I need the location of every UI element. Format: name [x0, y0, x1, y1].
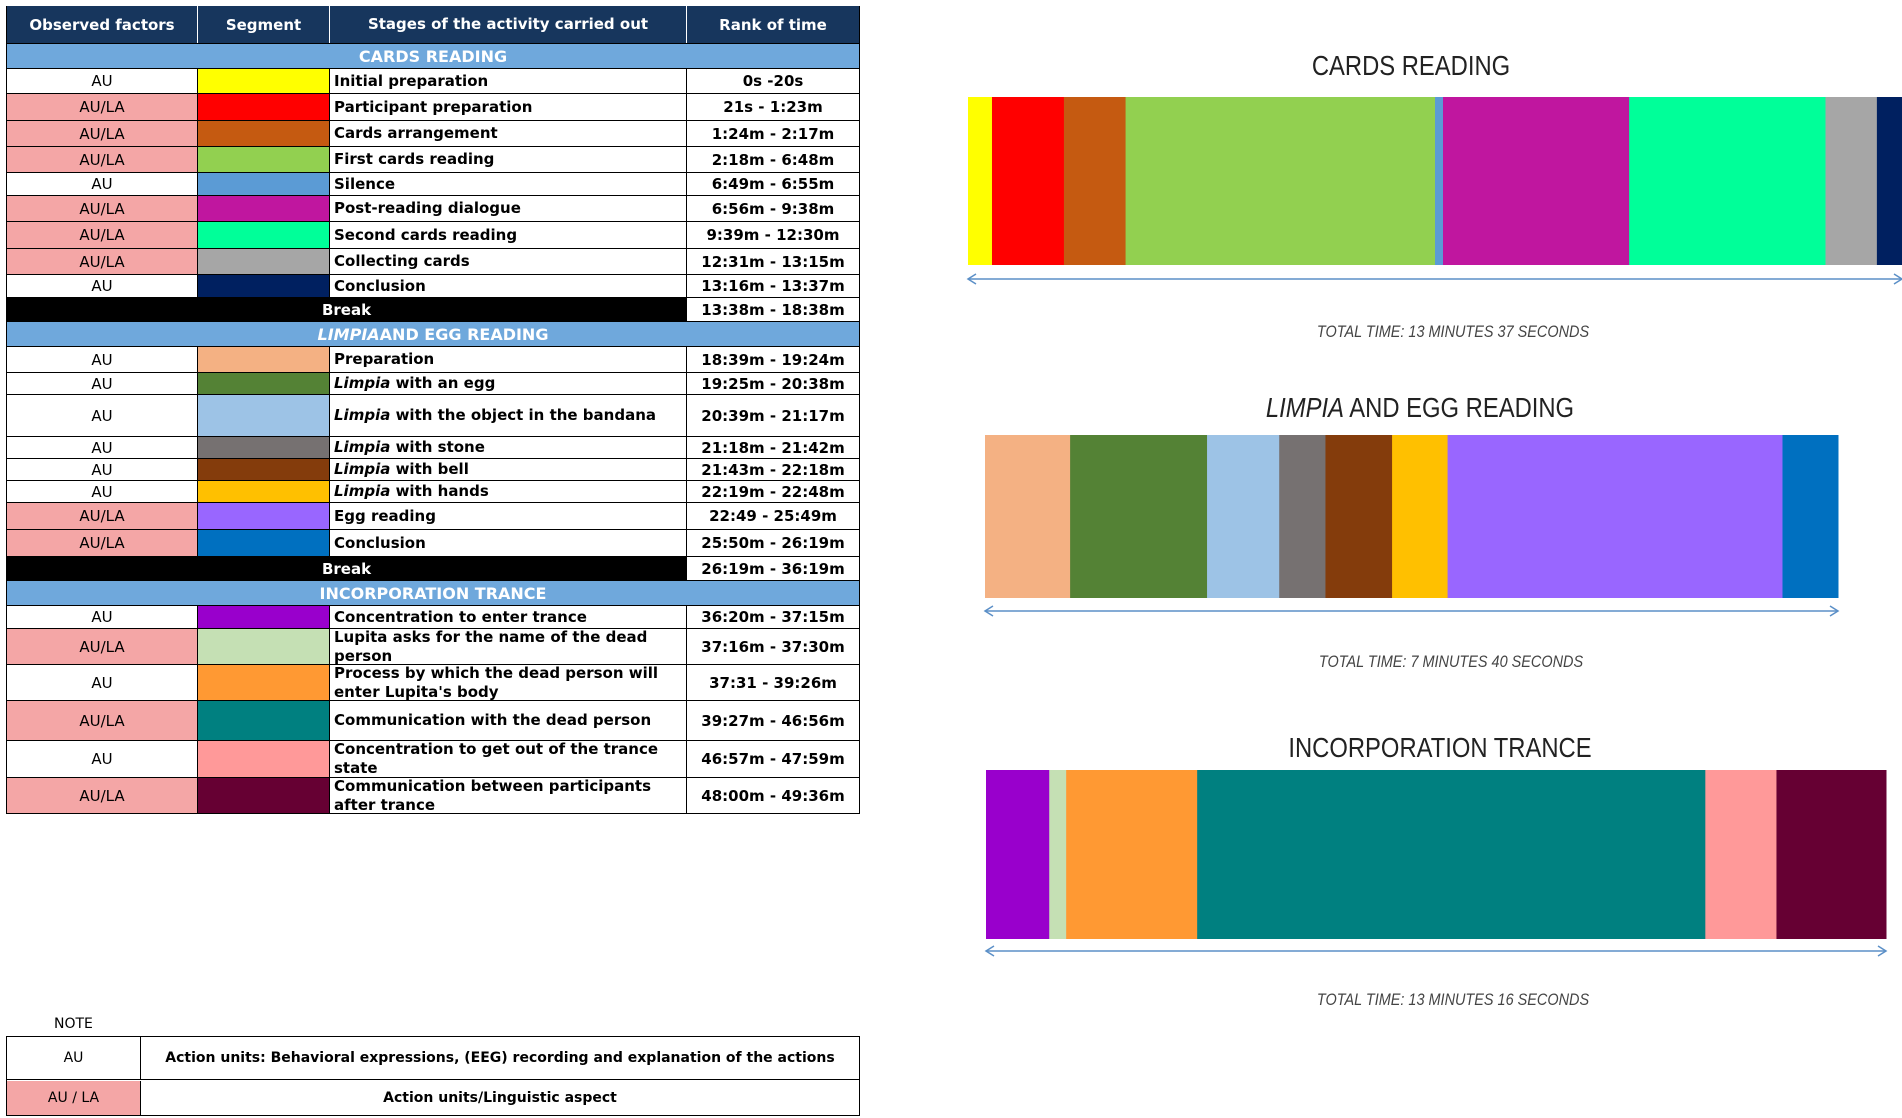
table-row — [6, 94, 860, 121]
stage-label: with hands — [390, 482, 489, 501]
timeline-total-time: TOTAL TIME: 13 MINUTES 37 SECONDS — [1316, 322, 1590, 341]
stage-text — [334, 629, 686, 664]
time-range: 2:18m - 6:48m — [687, 147, 860, 172]
observed-factor: AU — [6, 69, 198, 93]
observed-factor: AU/LA — [6, 94, 198, 120]
observed-factor: AU — [6, 741, 198, 777]
stage-text — [334, 252, 470, 271]
stage-italic: Limpia — [334, 374, 391, 393]
stage-text — [334, 98, 532, 117]
table-row — [6, 275, 860, 298]
observed-factor: AU — [6, 275, 198, 297]
timeline-segment — [1435, 97, 1443, 265]
section-header — [6, 581, 860, 606]
timeline-bar — [962, 97, 1902, 291]
stage-label: with bell — [390, 460, 469, 479]
break-row — [6, 557, 860, 581]
section-title-text: INCORPORATION TRANCE — [319, 583, 547, 603]
stage-text — [334, 406, 656, 425]
break-time: 13:38m - 18:38m — [687, 298, 860, 321]
stage-label: Preparation — [334, 350, 435, 369]
header-cell: Observed factors — [6, 6, 198, 43]
time-range: 48:00m - 49:36m — [687, 778, 860, 813]
table-row — [6, 173, 860, 196]
timeline-title-text: INCORPORATION TRANCE — [1288, 732, 1592, 763]
timeline-total-time: TOTAL TIME: 7 MINUTES 40 SECONDS — [1318, 652, 1584, 671]
note-table — [6, 1036, 860, 1116]
observed-factor: AU/LA — [6, 778, 198, 813]
stage-cell — [330, 94, 687, 120]
section-title — [6, 44, 860, 68]
header-cell: Rank of time — [687, 6, 860, 43]
time-range: 39:27m - 46:56m — [687, 701, 860, 740]
table-row — [6, 459, 860, 481]
stage-cell — [330, 196, 687, 221]
timeline-segment — [1279, 435, 1326, 598]
time-range: 18:39m - 19:24m — [687, 347, 860, 372]
stage-text — [334, 482, 489, 501]
observed-factor: AU — [6, 347, 198, 372]
stage-label: Cards arrangement — [334, 124, 498, 143]
time-range: 6:49m - 6:55m — [687, 173, 860, 195]
time-range: 21s - 1:23m — [687, 94, 860, 120]
table-row — [6, 147, 860, 173]
stage-cell — [330, 459, 687, 480]
stage-label: Participant preparation — [334, 97, 533, 116]
stage-text — [334, 438, 485, 457]
stage-cell — [330, 665, 687, 700]
stage-label: Concentration to enter trance — [334, 607, 587, 626]
time-range: 37:31 - 39:26m — [687, 665, 860, 700]
observed-factor: AU/LA — [6, 121, 198, 146]
stage-cell — [330, 275, 687, 297]
segment-swatch — [198, 121, 330, 146]
timeline-title-italic: LIMPIA — [1265, 392, 1344, 423]
stage-label: Conclusion — [334, 533, 426, 552]
table-row — [6, 121, 860, 147]
note-text: Action units: Behavioral expressions, (EEG) recording and explanation of the actions — [165, 1050, 835, 1066]
table-row — [6, 665, 860, 701]
stage-text — [334, 460, 469, 479]
segment-swatch — [198, 196, 330, 221]
note-row-au — [7, 1037, 859, 1080]
stage-text — [334, 150, 494, 169]
segment-swatch — [198, 347, 330, 372]
timeline-total-time: TOTAL TIME: 13 MINUTES 16 SECONDS — [1316, 990, 1590, 1009]
observed-factor: AU — [6, 459, 198, 480]
table-row — [6, 629, 860, 665]
stage-text — [334, 277, 426, 296]
timeline-segment — [1126, 97, 1436, 265]
timeline-bar — [980, 770, 1892, 963]
observed-factor: AU/LA — [6, 222, 198, 248]
stage-cell — [330, 373, 687, 394]
segment-swatch — [198, 503, 330, 529]
stage-text — [334, 175, 395, 194]
stage-text — [334, 199, 521, 218]
stage-cell — [330, 778, 687, 813]
note-text: Action units/Linguistic aspect — [383, 1090, 617, 1106]
stage-label: Communication between participants after trance — [334, 778, 652, 813]
activity-table — [6, 6, 860, 983]
stage-cell — [330, 147, 687, 172]
time-range: 12:31m - 13:15m — [687, 249, 860, 274]
timeline-segment — [1877, 97, 1902, 265]
stage-label: Lupita asks for the name of the dead person — [334, 629, 648, 664]
segment-swatch — [198, 373, 330, 394]
observed-factor: AU/LA — [6, 701, 198, 740]
timeline-segment — [1705, 770, 1777, 939]
stage-label: with stone — [390, 438, 485, 457]
timeline-segment — [1064, 97, 1126, 265]
stage-label: First cards reading — [334, 150, 495, 169]
timeline-segment — [1070, 435, 1207, 598]
table-row — [6, 701, 860, 741]
table-row — [6, 196, 860, 222]
time-range: 1:24m - 2:17m — [687, 121, 860, 146]
observed-factor: AU/LA — [6, 147, 198, 172]
segment-swatch — [198, 665, 330, 700]
segment-swatch — [198, 222, 330, 248]
stage-label: Communication with the dead person — [334, 711, 652, 730]
stage-label: Process by which the dead person will enter Lupita's body — [334, 665, 659, 700]
timeline-segment — [985, 435, 1071, 598]
stage-italic: Limpia — [334, 482, 391, 501]
stage-cell — [330, 530, 687, 556]
segment-swatch — [198, 173, 330, 195]
stage-text — [334, 124, 498, 143]
observed-factor: AU — [6, 606, 198, 628]
observed-factor: AU — [6, 437, 198, 458]
stage-cell — [330, 701, 687, 740]
stage-label: with an egg — [390, 374, 496, 393]
stage-italic: Limpia — [334, 460, 391, 479]
time-range: 13:16m - 13:37m — [687, 275, 860, 297]
stage-text — [334, 72, 488, 91]
observed-factor: AU/LA — [6, 249, 198, 274]
stage-italic: Limpia — [334, 406, 391, 425]
table-row — [6, 347, 860, 373]
note-key: AU / LA — [7, 1081, 141, 1115]
table-row — [6, 69, 860, 94]
timeline-segment — [1782, 435, 1838, 598]
stage-cell — [330, 741, 687, 777]
table-row — [6, 373, 860, 395]
stage-label: with the object in the bandana — [390, 406, 657, 425]
time-range: 20:39m - 21:17m — [687, 395, 860, 436]
stage-label: Egg reading — [334, 506, 436, 525]
section-title — [6, 322, 860, 346]
stage-label: Silence — [334, 174, 396, 193]
section-header — [6, 44, 860, 69]
header-cell: Segment — [198, 6, 330, 43]
stage-cell — [330, 395, 687, 436]
segment-swatch — [198, 249, 330, 274]
segment-swatch — [198, 395, 330, 436]
stage-text — [334, 665, 686, 700]
timeline-segment — [968, 97, 992, 265]
stage-label: Second cards reading — [334, 225, 518, 244]
observed-factor: AU — [6, 665, 198, 700]
timeline-segment — [1049, 770, 1066, 939]
timeline-title-text: CARDS READING — [1311, 50, 1511, 81]
observed-factor: AU — [6, 373, 198, 394]
timeline-segment — [1207, 435, 1280, 598]
stage-label: Initial preparation — [334, 71, 489, 90]
time-range: 37:16m - 37:30m — [687, 629, 860, 664]
note-key: AU — [7, 1037, 141, 1079]
header-cell: Stages of the activity carried out — [330, 6, 687, 43]
observed-factor: AU/LA — [6, 629, 198, 664]
note-row-aula — [7, 1081, 859, 1115]
break-time: 26:19m - 36:19m — [687, 557, 860, 580]
timeline-title-text: AND EGG READING — [1343, 392, 1575, 423]
segment-swatch — [198, 701, 330, 740]
note-label: NOTE — [54, 1016, 93, 1032]
observed-factor: AU — [6, 481, 198, 502]
table-row — [6, 741, 860, 778]
timeline-segment — [986, 770, 1050, 939]
observed-factor: AU/LA — [6, 503, 198, 529]
segment-swatch — [198, 147, 330, 172]
stage-cell — [330, 629, 687, 664]
stage-text — [334, 374, 495, 393]
section-title-text: AND EGG READING — [379, 324, 549, 344]
table-row — [6, 503, 860, 530]
segment-swatch — [198, 778, 330, 813]
time-range: 22:49 - 25:49m — [687, 503, 860, 529]
time-range: 46:57m - 47:59m — [687, 741, 860, 777]
timeline-segment — [1448, 435, 1783, 598]
segment-swatch — [198, 459, 330, 480]
table-row — [6, 395, 860, 437]
timeline-title — [1165, 392, 1675, 424]
break-label: Break — [6, 298, 687, 321]
stage-text — [334, 534, 426, 553]
segment-swatch — [198, 437, 330, 458]
stage-cell — [330, 503, 687, 529]
stage-cell — [330, 121, 687, 146]
stage-text — [334, 608, 587, 627]
stage-text — [334, 507, 436, 526]
timeline-title — [1156, 50, 1666, 82]
segment-swatch — [198, 94, 330, 120]
stage-italic: Limpia — [334, 438, 391, 457]
time-range: 21:18m - 21:42m — [687, 437, 860, 458]
observed-factor: AU — [6, 395, 198, 436]
segment-swatch — [198, 481, 330, 502]
section-title — [6, 581, 860, 605]
timeline-segment — [1325, 435, 1392, 598]
stage-text — [334, 226, 517, 245]
stage-text — [334, 350, 434, 369]
stage-cell — [330, 69, 687, 93]
section-header — [6, 322, 860, 347]
stage-cell — [330, 347, 687, 372]
time-range: 6:56m - 9:38m — [687, 196, 860, 221]
timeline-segment — [992, 97, 1064, 265]
table-row — [6, 530, 860, 557]
table-header — [6, 6, 860, 44]
table-row — [6, 249, 860, 275]
stage-cell — [330, 222, 687, 248]
timeline-title — [1185, 732, 1695, 764]
time-range: 36:20m - 37:15m — [687, 606, 860, 628]
stage-label: Conclusion — [334, 276, 426, 295]
segment-swatch — [198, 530, 330, 556]
stage-label: Concentration to get out of the trance state — [334, 741, 659, 777]
segment-swatch — [198, 275, 330, 297]
observed-factor: AU — [6, 173, 198, 195]
observed-factor: AU/LA — [6, 530, 198, 556]
time-range: 22:19m - 22:48m — [687, 481, 860, 502]
timeline-bar — [979, 435, 1844, 623]
table-row — [6, 606, 860, 629]
stage-cell — [330, 437, 687, 458]
table-row — [6, 778, 860, 814]
table-row — [6, 481, 860, 503]
stage-cell — [330, 249, 687, 274]
break-row — [6, 298, 860, 322]
time-range: 21:43m - 22:18m — [687, 459, 860, 480]
table-row — [6, 222, 860, 249]
time-range: 9:39m - 12:30m — [687, 222, 860, 248]
table-row — [6, 437, 860, 459]
stage-cell — [330, 173, 687, 195]
segment-swatch — [198, 606, 330, 628]
timeline-segment — [1066, 770, 1197, 939]
segment-swatch — [198, 69, 330, 93]
timeline-segment — [1629, 97, 1826, 265]
time-range: 25:50m - 26:19m — [687, 530, 860, 556]
stage-text — [334, 741, 686, 777]
timeline-segment — [1197, 770, 1706, 939]
stage-text — [334, 778, 686, 813]
timeline-segment — [1443, 97, 1630, 265]
stage-label: Post-reading dialogue — [334, 199, 521, 218]
stage-cell — [330, 606, 687, 628]
section-title-text: CARDS READING — [358, 46, 508, 66]
break-label: Break — [6, 557, 687, 580]
stage-cell — [330, 481, 687, 502]
stage-text — [334, 711, 651, 730]
timeline-segment — [1776, 770, 1886, 939]
timeline-segment — [1392, 435, 1448, 598]
time-range: 0s -20s — [687, 69, 860, 93]
segment-swatch — [198, 741, 330, 777]
stage-label: Collecting cards — [334, 252, 470, 271]
timeline-segment — [1825, 97, 1877, 265]
section-title-italic: LIMPIA — [317, 324, 380, 344]
time-range: 19:25m - 20:38m — [687, 373, 860, 394]
observed-factor: AU/LA — [6, 196, 198, 221]
segment-swatch — [198, 629, 330, 664]
